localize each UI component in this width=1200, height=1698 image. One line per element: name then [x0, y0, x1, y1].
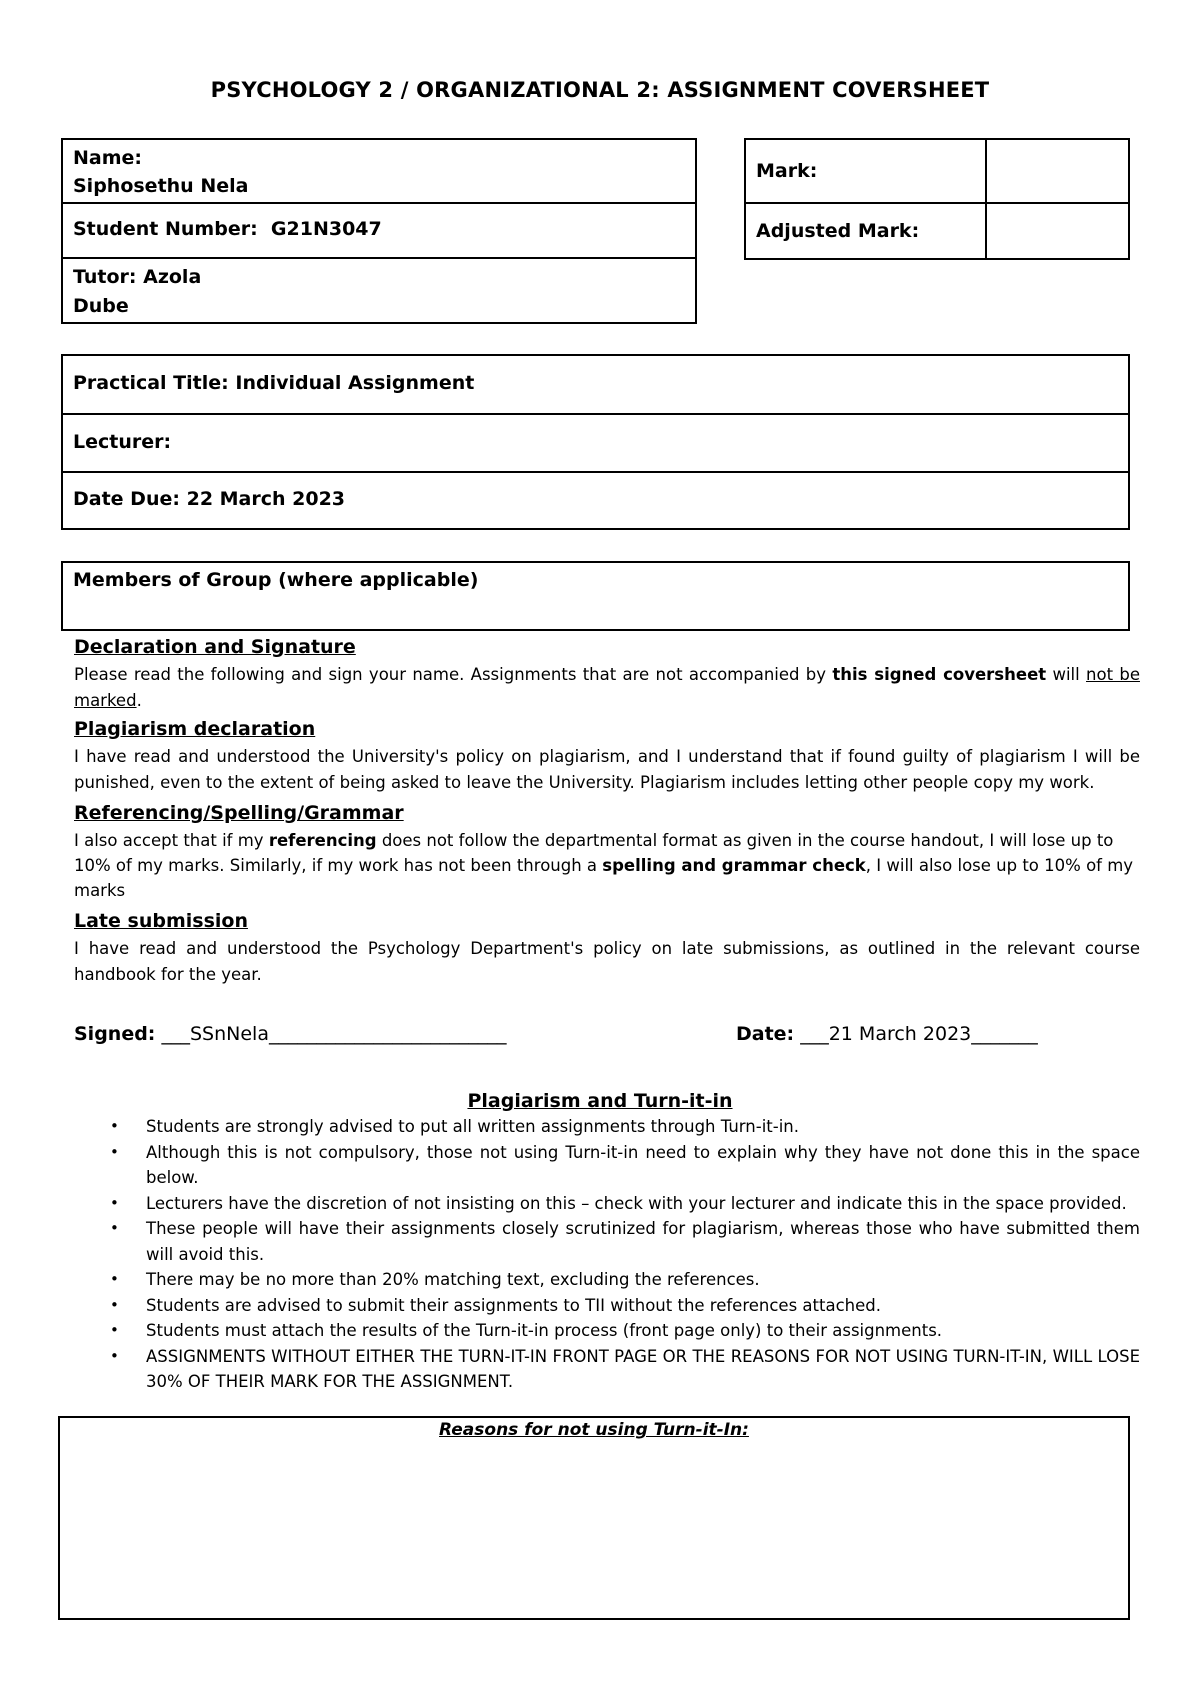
adjusted-mark-value[interactable]	[985, 202, 1128, 260]
referencing-text	[74, 828, 1140, 903]
date-line	[736, 1020, 1038, 1048]
practical-box	[61, 354, 1130, 530]
referencing-text-c: , I will also lose up to 10% of my marks	[74, 856, 1134, 900]
reasons-box[interactable]	[58, 1416, 1130, 1620]
student-number-value: G21N3047	[270, 218, 382, 240]
student-info-box	[61, 138, 697, 324]
page-title: PSYCHOLOGY 2 / ORGANIZATIONAL 2: ASSIGNMENT COVERSHEET	[210, 78, 990, 102]
practical-title-value: Individual Assignment	[235, 372, 475, 394]
bullet-item: • There may be no more than 20% matching text, excluding the references.	[146, 1267, 1140, 1293]
bullet-item: • ASSIGNMENTS WITHOUT EITHER THE TURN-IT-IN FRONT PAGE OR THE REASONS FOR NOT USING TURN-IT-IN, WILL LOSE 30% OF THEIR MARK FOR THE ASSIGNMENT.	[146, 1344, 1140, 1395]
declaration-text-underline: not be marked	[74, 665, 1140, 710]
lecturer-cell	[63, 413, 1128, 472]
signed-line	[74, 1020, 506, 1048]
declaration-text-c: .	[136, 691, 142, 710]
bullet-item: • Students are strongly advised to put all written assignments through Turn-it-in.	[146, 1114, 1140, 1140]
plagiarism-heading: Plagiarism declaration	[74, 718, 316, 740]
bullet-item: • Although this is not compulsory, those not using Turn-it-in need to explain why they have not done this in the space below.	[146, 1140, 1140, 1191]
late-text: I have read and understood the Psychology Department's policy on late submissions, as outlined in the relevant course handbook for the year.	[74, 939, 1140, 984]
declaration-text-bold: this signed coversheet	[832, 665, 1047, 684]
declaration-text-a: Please read the following and sign your name. Assignments that are not accompanied by	[74, 665, 833, 684]
signed-value[interactable]: ___SSnNela_________________________	[161, 1023, 507, 1045]
turnitin-heading: Plagiarism and Turn-it-in	[467, 1090, 733, 1112]
group-members-label: Members of Group (where applicable)	[73, 569, 479, 591]
name-label: Name:	[73, 147, 143, 169]
referencing-text-a: I also accept that if my	[74, 831, 269, 850]
mark-box	[744, 138, 1130, 260]
name-value: Siphosethu Nela	[73, 175, 249, 197]
date-due-cell	[63, 471, 1128, 528]
signed-label: Signed:	[74, 1023, 156, 1045]
group-members-box	[61, 561, 1130, 631]
referencing-text-b: does not follow the departmental format as given in the course handout, I will lose up to 10% of my marks. Similarly, if my work has not been through a	[74, 831, 1114, 875]
tutor-cell	[63, 257, 695, 322]
bullet-item: • Lecturers have the discretion of not insisting on this – check with your lecturer and indicate this in the space provided.	[146, 1191, 1140, 1217]
turnitin-bullets	[74, 1114, 1140, 1395]
student-number-label: Student Number:	[73, 218, 258, 240]
name-cell	[63, 140, 695, 204]
tutor-line-2: Dube	[73, 295, 129, 317]
referencing-text-bold-b: spelling and grammar check	[602, 856, 866, 875]
lecturer-label: Lecturer:	[73, 431, 172, 453]
bullet-item: • These people will have their assignments closely scrutinized for plagiarism, whereas those who have submitted them will avoid this.	[146, 1216, 1140, 1267]
mark-cell	[746, 140, 985, 204]
tutor-line-1: Tutor: Azola	[73, 266, 202, 288]
date-value[interactable]: ___21 March 2023_______	[800, 1023, 1038, 1045]
declaration-heading: Declaration and Signature	[74, 636, 356, 658]
practical-title-cell	[63, 356, 1128, 414]
bullet-item: • Students are advised to submit their assignments to TII without the references attached.	[146, 1293, 1140, 1319]
referencing-text-bold-a: referencing	[268, 831, 377, 850]
mark-label: Mark:	[756, 160, 818, 182]
mark-value[interactable]	[985, 140, 1128, 202]
referencing-heading: Referencing/Spelling/Grammar	[74, 802, 404, 824]
late-heading: Late submission	[74, 910, 248, 932]
plagiarism-text: I have read and understood the University's policy on plagiarism, and I understand that if found guilty of plagiarism I will be punished, even to the extent of being asked to leave the University. Plagiarism includes letting other people copy my work.	[74, 747, 1140, 792]
date-due-value: 22 March 2023	[186, 488, 346, 510]
reasons-label: Reasons for not using Turn-it-In:	[439, 1420, 749, 1440]
adjusted-mark-cell	[746, 202, 985, 260]
date-label: Date:	[736, 1023, 795, 1045]
declaration-text-b: will	[1046, 665, 1087, 684]
date-due-label: Date Due:	[73, 488, 180, 510]
bullet-item: • Students must attach the results of the Turn-it-in process (front page only) to their assignments.	[146, 1318, 1140, 1344]
student-number-cell	[63, 202, 695, 258]
declaration-text	[74, 662, 1140, 714]
adjusted-mark-label: Adjusted Mark:	[756, 220, 920, 242]
practical-title-label: Practical Title:	[73, 372, 229, 394]
